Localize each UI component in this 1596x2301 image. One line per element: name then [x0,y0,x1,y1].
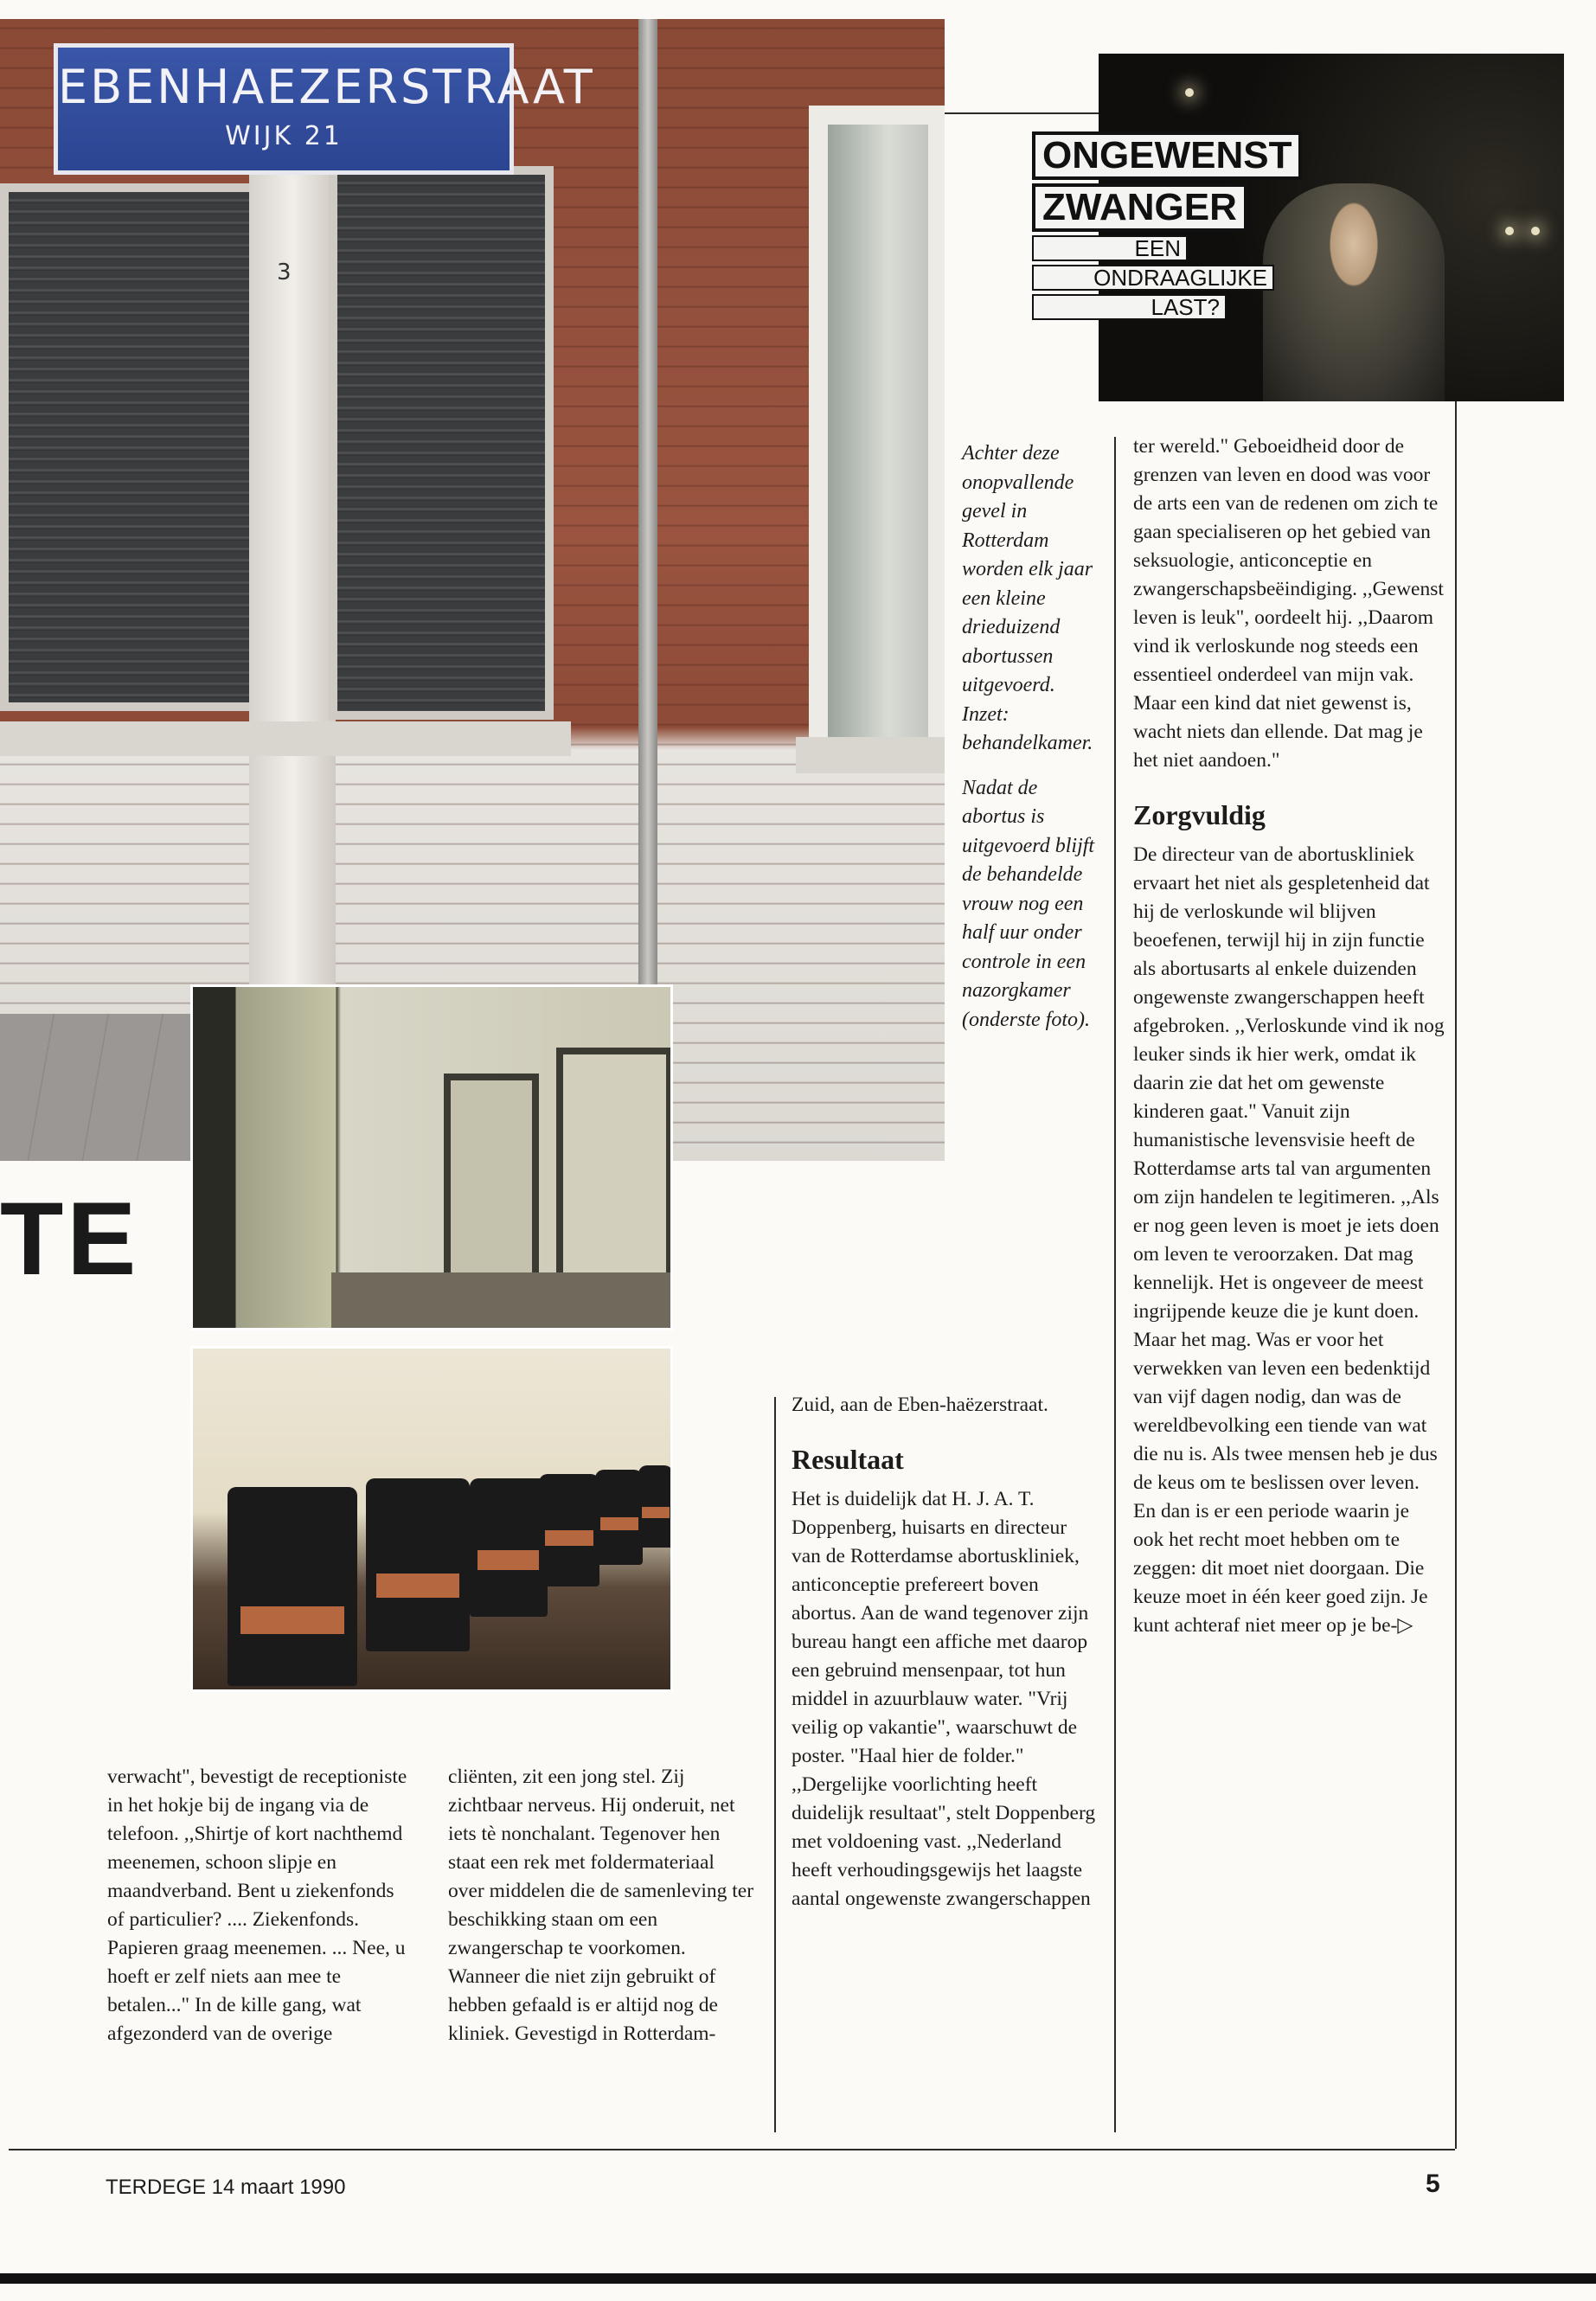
header-rule [945,112,1099,114]
photo-caption [962,439,1100,1035]
article-title [1032,131,1302,324]
window [809,106,945,763]
shutter-right [329,166,554,720]
section-heading-zorgvuldig: Zorgvuldig [1133,799,1266,830]
section-heading-resultaat: Resultaat [792,1444,904,1475]
subtitle-line-1: EEN [1032,235,1188,261]
house-number: 3 [277,260,292,285]
recliner-chair [470,1478,548,1617]
top-margin [0,0,1596,19]
continue-arrow-icon: ▷ [1397,1614,1413,1637]
title-line-2: ZWANGER [1032,183,1247,232]
column-rule-right [1455,401,1457,2149]
column-rule [1114,437,1116,2132]
body-paragraph: cliënten, zit een jong stel. Zij zichtbaar nerveus. Hij onderuit, net iets tè nonchalant. Tegenover hen staat een rek met foldermateriaal over middelen die de samenleving ter beschikking staan om een zwangerschap te voorkomen. Wanneer die niet zijn gebruikt of hebben gefaald is er altijd nog de kliniek. Gevestigd in Rotterdam- [448,1766,754,2045]
body-paragraph [1133,841,1445,1640]
display-heading-fragment: TE [0,1181,140,1297]
treatment-room-photo [190,984,673,1330]
article-column-2 [448,1763,755,2048]
subtitle-line-3: LAST? [1032,294,1227,320]
drain-pipe [638,19,657,1022]
room-door-open [556,1048,673,1307]
column-rule-mid [774,1397,776,2132]
page-number: 5 [1426,2170,1440,2198]
window-light [1531,227,1540,235]
window-sill-right [796,737,945,773]
caption-paragraph: Nadat de abortus is uitgevoerd blijft de behandelde vrouw nog een half uur onder controle in een nazorgkamer (onderste foto). [962,776,1095,1031]
recliner-chair [366,1478,470,1651]
article-column-1 [107,1763,414,2048]
subtitle-line-2: ONDRAAGLIJKE [1032,265,1274,291]
caption-paragraph: Achter deze onopvallende gevel in Rotterdam worden elk jaar een kleine drieduizend abortussen uitgevoerd. Inzet: behandelkamer. [962,442,1093,754]
street-district: WIJK 21 [225,121,343,151]
article-column-3 [792,1391,1099,1913]
body-paragraph: verwacht", bevestigt de receptioniste in het hokje bij de ingang via de telefoon. ,,Shirtje of kort nachthemd meenemen, schoon slipje en maandverband. Bent u ziekenfonds of particulier? .... Ziekenfonds. Papieren graag meenemen. ... Nee, u hoeft er zelf niets aan mee te betalen..." In de kille gang, wat afgezonderd van de overige [107,1766,407,2045]
street-sign [54,43,595,175]
recovery-room-photo [190,1346,673,1692]
recliner-chair [638,1465,673,1548]
recliner-chair [595,1470,643,1565]
body-paragraph: Zuid, aan de Eben-haëzerstraat. [792,1394,1048,1416]
street-lamp [1185,88,1194,97]
window-sill [0,721,571,756]
window-light [1505,227,1514,235]
street-name: EBENHAEZERSTRAAT [58,60,595,114]
body-paragraph: Het is duidelijk dat H. J. A. T. Doppenberg, huisarts en directeur van de Rotterdamse abortuskliniek, anticonceptie prefereert boven abortus. Aan de wand tegenover zijn bureau hangt een affiche met daarop een gebruind mensenpaar, tot hun middel in azuurblauw water. "Vrij veilig op vakantie", waarschuwt de poster. "Haal hier de folder." ,,Dergelijke voorlichting heeft duidelijk resultaat", stelt Doppenberg met voldoening vast. ,,Nederland heeft verhoudingsgewijs het laagste aantal ongewenste zwangerschappen [792,1488,1096,1910]
recliner-chair [539,1474,599,1586]
bottom-border [0,2273,1596,2284]
recliner-chair [228,1487,357,1686]
magazine-footer: TERDEGE 14 maart 1990 [106,2176,346,2199]
article-column-4 [1133,433,1445,1640]
shutter-left [0,183,260,711]
pavement [0,1014,190,1161]
room-floor [331,1272,673,1330]
room-door [444,1074,539,1290]
title-line-1: ONGEWENST [1032,131,1302,180]
body-paragraph: ter wereld." Geboeidheid door de grenzen van leven en dood was voor de arts een van de redenen om zich te gaan specialiseren op het gebied van seksuologie, anticonceptie en zwangerschapsbeëindiging. ,,Gewenst leven is leuk", oordeelt hij. ,,Daarom vind ik verloskunde nog steeds een essentieel onderdeel van mijn vak. Maar een kind dat niet gewenst is, wacht niets dan ellende. Dat mag je het niet aandoen." [1133,435,1444,772]
body-text: De directeur van de abortuskliniek ervaart het niet als gespletenheid dat hij de verloskunde wil blijven beoefenen, terwijl hij in zijn functie als abortusarts al enkele duizenden ongewenste zwangerschappen heeft afgebroken. ,,Verloskunde vind ik nog leuker sinds ik hier werk, omdat ik daarin zie dat het om gewenste kinderen gaat." Vanuit zijn humanistische levensvisie heeft de Rotterdamse arts tal van argumenten om zijn handelen te legitimeren. ,,Als er nog geen leven is moet je iets doen om leven te veroorzaken. Dat mag kennelijk. Het is ongeveer de meest ingrijpende keuze die je kunt doen. Maar het mag. Was er voor het verwekken van leven een bedenktijd van vijf dagen nodig, dan was de wereldbevolking een tiende van wat die nu is. Als twee mensen heb je dus de keus om te beslissen over leven. En dan is er een periode waarin je ook het recht moet hebben om te zeggen: dit moet niet doorgaan. Die keuze moet in één keer goed zijn. Je kunt achteraf niet meer op je be- [1133,843,1445,1637]
footer-rule [9,2149,1455,2150]
